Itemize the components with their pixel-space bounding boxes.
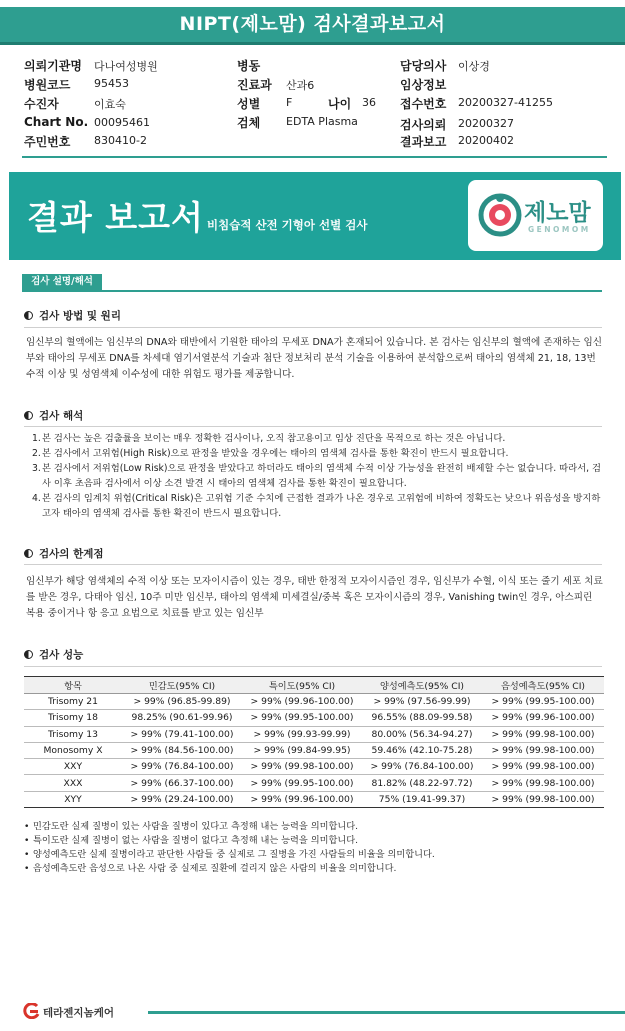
org-label: 의뢰기관명 [24,59,82,73]
result-banner [9,172,621,260]
banner-subtitle: 비침습적 산전 기형아 선별 검사 [207,218,368,232]
department-label: 진료과 [237,78,272,92]
table-row [24,742,604,758]
request-date-label: 검사의뢰 [400,118,447,132]
table-cell: > 99% (79.41-100.00) [122,726,242,742]
id-number-label: 주민번호 [24,135,71,149]
table-cell: Trisomy 18 [24,710,122,726]
clinical-info-label: 임상정보 [400,78,447,92]
table-cell: > 99% (99.98-100.00) [482,759,604,775]
table-cell: XXY [24,759,122,775]
genomom-logo [468,180,603,251]
request-date-value: 20200327 [458,117,514,130]
report-date-label: 결과보고 [400,135,447,149]
table-row [24,710,604,726]
doctor-value: 이상경 [458,60,490,73]
limits-text: 임신부가 해당 염색체의 수적 이상 또는 모자이시즘이 있는 경우, 태반 한정적 모자이시즘인 경우, 임신부가 수혈, 이식 또는 줄기 세포 치료를 받은 경우, 다태아 임신, 10주 미만 임신부, 태아의 염색체 미세결실/중복 혹은 모자이시즘의 경우, Vanishing twin인 경우, 아스피린 복용 중이거나 항 응고 요법으로 치료를 받고 있는 임신부 [26,576,603,619]
org-value: 다나여성병원 [94,60,158,73]
list-item: 2. 본 검사에서 고위험(High Risk)으로 판정을 받았을 경우에는 태아의 염색체 검사를 통한 확진이 반드시 필요합니다. [32,448,509,459]
logo-text: 제노맘 [524,200,591,226]
table-cell: > 99% (99.98-100.00) [482,775,604,791]
ward-label: 병동 [237,59,261,73]
table-header-row [24,677,604,694]
table-cell: XXX [24,775,122,791]
table-cell: 59.46% (42.10-75.28) [362,742,482,758]
list-item: 4. 본 검사의 임계치 위험(Critical Risk)은 고위험 기준 수치에 근접한 결과가 나온 경우로 고위험에 비하여 정확도는 낮으나 위음성을 방지하고자 태아의 염색체 검사를 통한 확진이 반드시 필요합니다. [32,493,601,519]
specimen-value: EDTA Plasma [286,115,358,128]
table-cell: 80.00% (56.34-94.27) [362,726,482,742]
interpretation-divider [24,426,602,427]
note-item: • 민감도란 실제 질병이 있는 사람을 질병이 있다고 측정해 내는 능력을 의미합니다. [24,821,359,832]
column-header: 특이도(95% CI) [242,677,362,694]
logo-subtext: GENOMOM [528,225,591,234]
table-row [24,759,604,775]
column-header: 양성예측도(95% CI) [362,677,482,694]
theragen-logo-icon [22,1003,40,1019]
receipt-no-label: 접수번호 [400,97,447,111]
half-circle-icon [24,411,33,420]
table-cell: > 99% (99.95-100.00) [242,710,362,726]
table-cell: > 99% (99.96-100.00) [242,694,362,710]
table-cell: > 99% (99.96-100.00) [242,791,362,807]
table-cell: XYY [24,791,122,807]
table-cell: > 99% (66.37-100.00) [122,775,242,791]
performance-table [24,676,604,808]
table-cell: Trisomy 13 [24,726,122,742]
list-item: 1. 본 검사는 높은 검출률을 보이는 매우 정확한 검사이나, 오직 참고용이고 임상 진단을 목적으로 하는 것은 아닙니다. [32,433,506,444]
table-cell: > 99% (99.96-100.00) [482,710,604,726]
performance-heading: 검사 성능 [24,647,83,662]
doctor-label: 담당의사 [400,59,447,73]
table-cell: > 99% (99.98-100.00) [482,726,604,742]
limits-divider [24,564,602,565]
half-circle-icon [24,650,33,659]
method-text: 임신부의 혈액에는 임신부의 DNA와 태반에서 기원한 태아의 무세포 DNA가 혼재되어 있습니다. 본 검사는 임신부의 혈액에 존재하는 임신부와 태아의 무세포 DNA를 차세대 염기서열분석 기술과 첨단 정보처리 분석 기술을 이용하여 분석함으로써 태아의 염색체 21, 18, 13번 수적 이상 및 성염색체 이수성에 대한 위험도 평가를 제공합니다. [26,337,603,380]
table-cell: 75% (19.41-99.37) [362,791,482,807]
table-cell: > 99% (99.98-100.00) [482,791,604,807]
table-cell: 96.55% (88.09-99.58) [362,710,482,726]
chart-no-label: Chart No. [24,115,89,129]
footer-company: 테라젠지놈케어 [43,1007,115,1019]
patient-name-value: 이효숙 [94,98,126,111]
receipt-no-value: 20200327-41255 [458,96,553,109]
table-cell: > 99% (99.98-100.00) [482,742,604,758]
genomom-logo-icon [478,193,522,237]
table-row [24,726,604,742]
banner-title: 결과 보고서 [27,198,204,237]
table-cell: 98.25% (90.61-99.96) [122,710,242,726]
table-cell: > 99% (96.85-99.89) [122,694,242,710]
table-cell: > 99% (29.24-100.00) [122,791,242,807]
table-cell: Trisomy 21 [24,694,122,710]
table-cell: > 99% (99.98-100.00) [242,759,362,775]
interpretation-list [32,431,604,521]
note-item: • 특이도란 실제 질병이 없는 사람을 질병이 없다고 측정해 내는 능력을 의미합니다. [24,835,359,846]
id-number-value: 830410-2 [94,134,147,147]
half-circle-icon [24,549,33,558]
note-item: • 양성예측도란 실제 질병이라고 판단한 사람들 중 실제로 그 질병을 가진 사람들의 비율을 의미합니다. [24,849,435,860]
limits-heading: 검사의 한계점 [24,546,104,561]
note-item: • 음성예측도란 음성으로 나온 사람 중 실제로 질환에 걸리지 않은 사람의 비율을 의미합니다. [24,863,397,874]
performance-notes [24,820,604,876]
section-divider [22,290,602,292]
column-header: 음성예측도(95% CI) [482,677,604,694]
chart-no-value: 00095461 [94,116,150,129]
interpretation-heading: 검사 해석 [24,408,83,423]
table-row [24,694,604,710]
list-item: 3. 본 검사에서 저위험(Low Risk)으로 판정을 받았다고 하더라도 태아의 염색체 수적 이상 가능성을 완전히 배제할 수는 없습니다. 따라서, 검사 이후 초음파 검사에서 이상 소견 발견 시 태아의 염색체 검사를 통한 확진이 필요합니다. [32,463,602,489]
table-cell: > 99% (76.84-100.00) [362,759,482,775]
table-row [24,791,604,807]
performance-divider [24,666,602,667]
hospital-code-value: 95453 [94,77,129,90]
patient-name-label: 수진자 [24,97,59,111]
patient-info [0,55,625,155]
table-cell: Monosomy X [24,742,122,758]
column-header: 항목 [24,677,122,694]
section-tab: 검사 설명/해석 [22,274,102,290]
sex-label: 성별 [237,97,261,111]
table-cell: > 99% (97.56-99.99) [362,694,482,710]
age-value: 36 [362,96,376,109]
info-divider [22,156,607,158]
table-cell: > 99% (76.84-100.00) [122,759,242,775]
hospital-code-label: 병원코드 [24,78,71,92]
column-header: 민감도(95% CI) [122,677,242,694]
table-cell: 81.82% (48.22-97.72) [362,775,482,791]
method-heading: 검사 방법 및 원리 [24,308,121,323]
specimen-label: 검체 [237,116,261,130]
table-cell: > 99% (99.95-100.00) [482,694,604,710]
table-cell: > 99% (99.93-99.99) [242,726,362,742]
report-title: NIPT(제노맘) 검사결과보고서 [179,13,446,35]
report-date-value: 20200402 [458,134,514,147]
sex-value: F [286,96,293,109]
table-cell: > 99% (99.84-99.95) [242,742,362,758]
footer-line [148,1011,625,1014]
table-cell: > 99% (84.56-100.00) [122,742,242,758]
department-value: 산과6 [286,79,315,92]
half-circle-icon [24,311,33,320]
age-label: 나이 [328,97,352,111]
method-divider [24,327,602,328]
table-row [24,775,604,791]
table-cell: > 99% (99.95-100.00) [242,775,362,791]
